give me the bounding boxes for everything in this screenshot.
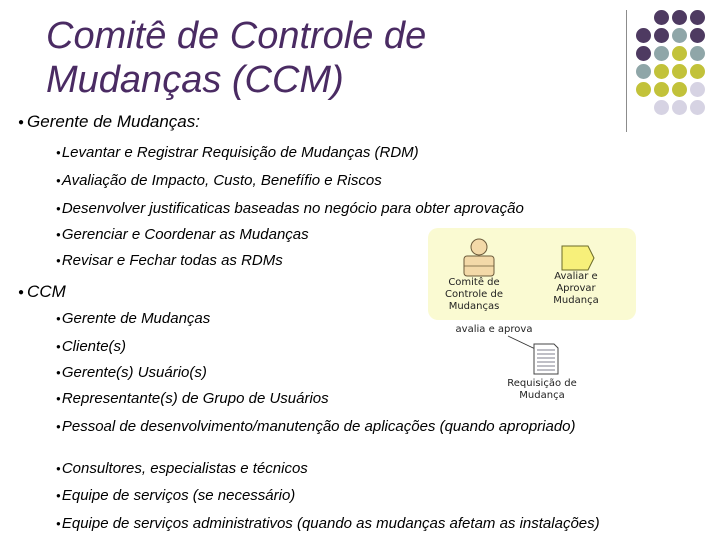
bullet-gerente-de-mudancas: ● Gerente de Mudanças: — [18, 112, 200, 131]
decorative-dot — [654, 46, 669, 61]
list-item: ●Levantar e Registrar Requisição de Mudanças (RDM) — [56, 144, 419, 161]
bullet-icon: ● — [56, 148, 61, 157]
decorative-dot — [672, 100, 687, 115]
list-item: ●Representante(s) de Grupo de Usuários — [56, 390, 329, 407]
bullet-icon: ● — [56, 256, 61, 265]
activity-label: Avaliar e Aprovar Mudança — [553, 271, 599, 306]
decorative-dot — [690, 100, 705, 115]
list-item: ●Desenvolver justificaticas baseadas no negócio para obter aprovação — [56, 200, 524, 217]
list-item: ●Equipe de serviços (se necessário) — [56, 487, 296, 504]
decorative-dot — [636, 28, 651, 43]
bullet-icon: ● — [56, 176, 61, 185]
bullet-icon: ● — [56, 342, 61, 351]
decorative-dot — [654, 82, 669, 97]
actor-icon — [464, 239, 494, 276]
title-divider — [626, 10, 627, 132]
list-item: ●Pessoal de desenvolvimento/manutenção de aplicações (quando apropriado) — [56, 418, 576, 435]
decorative-dot — [690, 28, 705, 43]
list-item: ●Gerente de Mudanças — [56, 310, 211, 327]
decorative-dot — [690, 10, 705, 25]
list-item: ●Gerente(s) Usuário(s) — [56, 364, 207, 381]
bullet-icon: ● — [56, 519, 61, 528]
decorative-dot — [672, 10, 687, 25]
list-item: ●Consultores, especialistas e técnicos — [56, 460, 308, 477]
actor-label: Comitê de Controle de Mudanças — [445, 277, 503, 312]
decorative-dot — [690, 46, 705, 61]
bullet-icon: ● — [18, 287, 25, 298]
title-line-1: Comitê de Controle de — [46, 15, 427, 57]
decorative-dot — [654, 28, 669, 43]
decorative-dot — [690, 64, 705, 79]
decorative-dot — [654, 10, 669, 25]
bullet-icon: ● — [18, 117, 25, 128]
bullet-icon: ● — [56, 491, 61, 500]
slide-title — [46, 14, 426, 102]
process-diagram — [424, 228, 636, 408]
decorative-dot — [654, 100, 669, 115]
list-item: ●Equipe de serviços administrativos (quando as mudanças afetam as instalações) — [56, 515, 600, 532]
list-item: ●Revisar e Fechar todas as RDMs — [56, 252, 283, 269]
decorative-dot — [690, 82, 705, 97]
decorative-dot — [636, 64, 651, 79]
document-icon — [534, 344, 558, 374]
bullet-icon: ● — [56, 368, 61, 377]
bullet-ccm: ● CCM — [18, 282, 66, 301]
bullet-icon: ● — [56, 230, 61, 239]
list-item: ●Gerenciar e Coordenar as Mudanças — [56, 226, 309, 243]
decorative-dot — [672, 64, 687, 79]
decorative-dot — [672, 82, 687, 97]
bullet-icon: ● — [56, 204, 61, 213]
decorative-dot — [636, 82, 651, 97]
list-item: ●Cliente(s) — [56, 338, 127, 355]
list-item: ●Avaliação de Impacto, Custo, Benefífio e Riscos — [56, 172, 382, 189]
decorative-dot — [654, 64, 669, 79]
bullet-icon: ● — [56, 394, 61, 403]
decorative-dot — [672, 28, 687, 43]
relation-label: avalia e aprova — [455, 324, 533, 335]
bullet-icon: ● — [56, 314, 61, 323]
bullet-icon: ● — [56, 422, 61, 431]
artifact-label: Requisição de Mudança — [507, 378, 577, 401]
bullet-icon: ● — [56, 464, 61, 473]
decorative-dot — [636, 46, 651, 61]
title-line-2: Mudanças (CCM) — [46, 59, 344, 101]
activity-icon — [562, 246, 594, 270]
decorative-dot — [672, 46, 687, 61]
